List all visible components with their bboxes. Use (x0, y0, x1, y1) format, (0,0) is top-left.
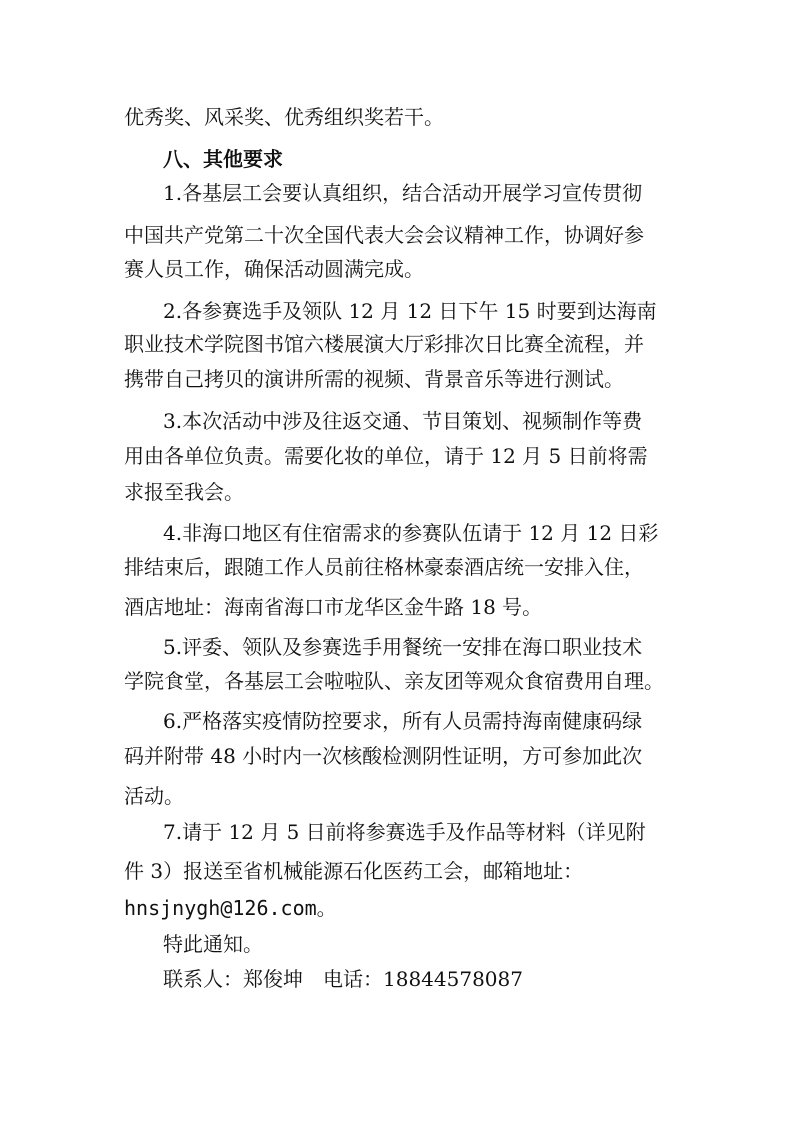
requirement-5-line-1: 5.评委、领队及参赛选手用餐统一安排在海口职业技术 (163, 635, 643, 659)
requirement-3-line-2: 用由各单位负责。需要化妆的单位，请于 12 月 5 日前将需 (124, 444, 648, 468)
requirement-2-line-2: 职业技术学院图书馆六楼展演大厅彩排次日比赛全流程，并 (124, 332, 644, 356)
email-address: hnsjnygh@126.com。 (124, 896, 337, 920)
section-heading-other-requirements: 八、其他要求 (163, 147, 283, 171)
requirement-1-line-1: 1.各基层工会要认真组织，结合活动开展学习宣传贯彻 (163, 181, 643, 205)
paragraph-line-awards: 优秀奖、风采奖、优秀组织奖若干。 (124, 105, 444, 129)
requirement-7-line-1: 7.请于 12 月 5 日前将参赛选手及作品等材料（详见附 (163, 820, 646, 844)
requirement-6-line-1: 6.严格落实疫情防控要求，所有人员需持海南健康码绿 (163, 709, 643, 733)
requirement-5-line-2: 学院食堂，各基层工会啦啦队、亲友团等观众食宿费用自理。 (124, 669, 664, 693)
requirement-7-line-2: 件 3）报送至省机械能源石化医药工会，邮箱地址： (124, 859, 584, 883)
requirement-2-line-3: 携带自己拷贝的演讲所需的视频、背景音乐等进行测试。 (124, 367, 624, 391)
requirement-4-line-1: 4.非海口地区有住宿需求的参赛队伍请于 12 月 12 日彩 (163, 521, 659, 545)
requirement-4-line-3: 酒店地址：海南省海口市龙华区金牛路 18 号。 (124, 595, 543, 619)
requirement-1-line-2: 中国共产党第二十次全国代表大会会议精神工作，协调好参 (124, 223, 644, 247)
requirement-3-line-1: 3.本次活动中涉及往返交通、节目策划、视频制作等费 (163, 409, 643, 433)
requirement-2-line-1: 2.各参赛选手及领队 12 月 12 日下午 15 时要到达海南 (163, 299, 657, 323)
requirement-6-line-3: 活动。 (124, 784, 184, 808)
requirement-6-line-2: 码并附带 48 小时内一次核酸检测阴性证明，方可参加此次 (124, 744, 643, 768)
contact-info: 联系人：郑俊坤 电话：18844578087 (163, 967, 523, 991)
requirement-3-line-3: 求报至我会。 (124, 480, 244, 504)
requirement-1-line-3: 赛人员工作，确保活动圆满完成。 (124, 257, 424, 281)
requirement-4-line-2: 排结束后，跟随工作人员前往格林豪泰酒店统一安排入住， (124, 555, 644, 579)
closing-notice: 特此通知。 (163, 932, 263, 956)
